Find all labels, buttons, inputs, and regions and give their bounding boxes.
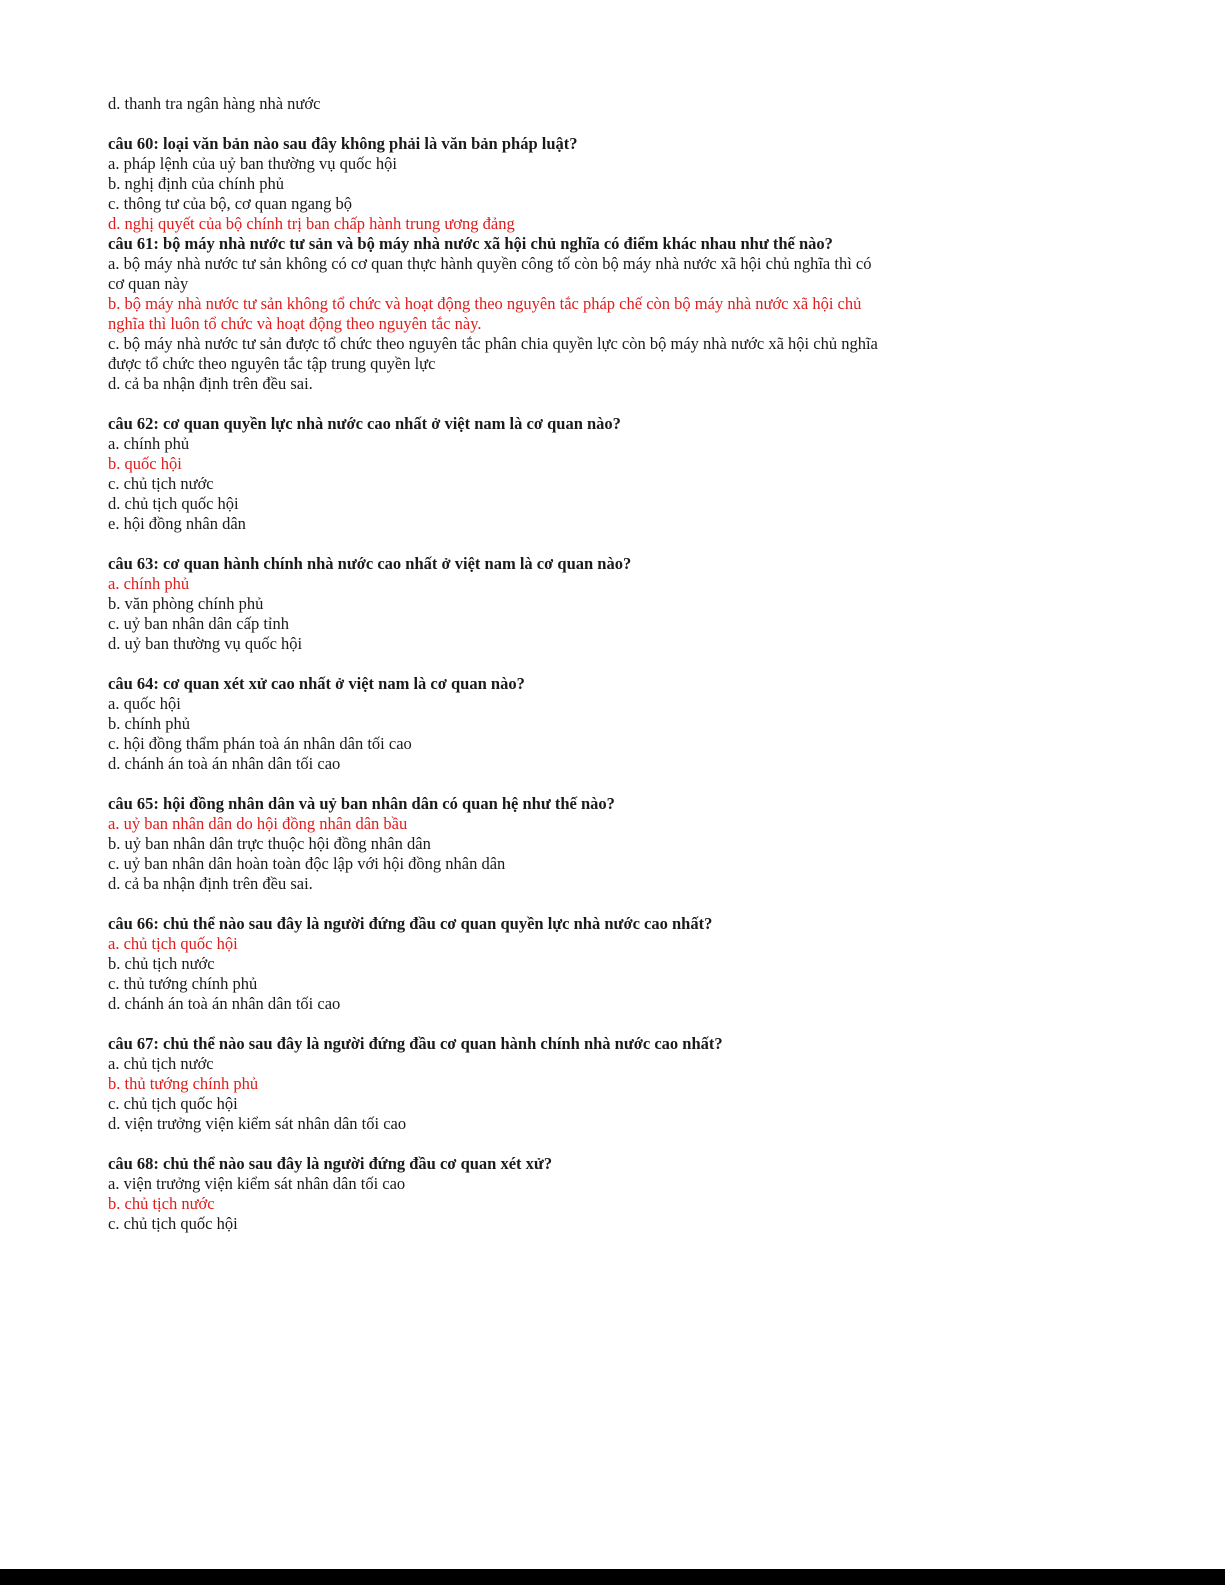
- answer-option: a. pháp lệnh của uỷ ban thường vụ quốc hội: [108, 154, 397, 173]
- answer-option: b. văn phòng chính phủ: [108, 594, 264, 613]
- answer-option: b. nghị định của chính phủ: [108, 174, 284, 193]
- answer-option: d. chủ tịch quốc hội: [108, 494, 239, 513]
- answer-option: c. chủ tịch quốc hội: [108, 1214, 238, 1233]
- answer-option: a. bộ máy nhà nước tư sản không có cơ quan thực hành quyền công tố còn bộ máy nhà nước xã hội chủ nghĩa thì có cơ quan này: [108, 254, 872, 293]
- answer-option: d. uỷ ban thường vụ quốc hội: [108, 634, 303, 653]
- correct-answer-option: b. bộ máy nhà nước tư sản không tổ chức và hoạt động theo nguyên tắc pháp chế còn bộ máy nhà nước xã hội chủ nghĩa thì luôn tổ chức và hoạt động theo nguyên tắc này.: [108, 294, 862, 333]
- answer-option: c. chủ tịch nước: [108, 474, 214, 493]
- correct-answer-option: a. uỷ ban nhân dân do hội đồng nhân dân bầu: [108, 814, 408, 833]
- answer-option: c. uỷ ban nhân dân cấp tỉnh: [108, 614, 289, 633]
- question-title: câu 61: bộ máy nhà nước tư sản và bộ máy nhà nước xã hội chủ nghĩa có điểm khác nhau như thế nào?: [108, 234, 833, 253]
- answer-option: c. thông tư của bộ, cơ quan ngang bộ: [108, 194, 353, 213]
- correct-answer-option: b. quốc hội: [108, 454, 182, 473]
- answer-option: c. bộ máy nhà nước tư sản được tổ chức theo nguyên tắc phân chia quyền lực còn bộ máy nhà nước xã hội chủ nghĩa được tổ chức theo nguyên tắc tập trung quyền lực: [108, 334, 878, 373]
- document-page: [108, 94, 888, 1254]
- question-block: [108, 914, 888, 1014]
- answer-option: e. hội đồng nhân dân: [108, 514, 246, 533]
- correct-answer-option: b. thủ tướng chính phủ: [108, 1074, 259, 1093]
- question-block: [108, 234, 888, 394]
- answer-option: b. chủ tịch nước: [108, 954, 215, 973]
- answer-option: b. uỷ ban nhân dân trực thuộc hội đồng nhân dân: [108, 834, 431, 853]
- question-block: [108, 1034, 888, 1134]
- question-block: [108, 134, 888, 234]
- question-title: câu 68: chủ thể nào sau đây là người đứng đầu cơ quan xét xử?: [108, 1154, 553, 1173]
- question-title: câu 64: cơ quan xét xử cao nhất ở việt nam là cơ quan nào?: [108, 674, 525, 693]
- question-block: [108, 554, 888, 654]
- correct-answer-option: a. chủ tịch quốc hội: [108, 934, 238, 953]
- answer-option: c. thủ tướng chính phủ: [108, 974, 258, 993]
- page-bottom-bar: [0, 1569, 1225, 1585]
- answer-option: c. uỷ ban nhân dân hoàn toàn độc lập với hội đồng nhân dân: [108, 854, 506, 873]
- answer-option: d. chánh án toà án nhân dân tối cao: [108, 754, 341, 773]
- answer-option: a. chính phủ: [108, 434, 190, 453]
- answer-option: d. cả ba nhận định trên đều sai.: [108, 874, 313, 893]
- answer-option: d. viện trưởng viện kiểm sát nhân dân tối cao: [108, 1114, 407, 1133]
- answer-option: b. chính phủ: [108, 714, 191, 733]
- intro-line: d. thanh tra ngân hàng nhà nước: [108, 94, 321, 113]
- question-title: câu 66: chủ thể nào sau đây là người đứng đầu cơ quan quyền lực nhà nước cao nhất?: [108, 914, 713, 933]
- answer-option: d. chánh án toà án nhân dân tối cao: [108, 994, 341, 1013]
- correct-answer-option: b. chủ tịch nước: [108, 1194, 215, 1213]
- answer-option: c. chủ tịch quốc hội: [108, 1094, 238, 1113]
- question-block: [108, 1154, 888, 1234]
- correct-answer-option: d. nghị quyết của bộ chính trị ban chấp hành trung ương đảng: [108, 214, 515, 233]
- question-list: [108, 134, 888, 1234]
- answer-option: a. viện trưởng viện kiểm sát nhân dân tối cao: [108, 1174, 406, 1193]
- question-title: câu 62: cơ quan quyền lực nhà nước cao nhất ở việt nam là cơ quan nào?: [108, 414, 621, 433]
- question-title: câu 67: chủ thể nào sau đây là người đứng đầu cơ quan hành chính nhà nước cao nhất?: [108, 1034, 723, 1053]
- answer-option: a. quốc hội: [108, 694, 181, 713]
- answer-option: d. cả ba nhận định trên đều sai.: [108, 374, 313, 393]
- correct-answer-option: a. chính phủ: [108, 574, 190, 593]
- question-block: [108, 674, 888, 774]
- question-block: [108, 414, 888, 534]
- question-title: câu 63: cơ quan hành chính nhà nước cao nhất ở việt nam là cơ quan nào?: [108, 554, 632, 573]
- answer-option: a. chủ tịch nước: [108, 1054, 214, 1073]
- answer-option: c. hội đồng thẩm phán toà án nhân dân tối cao: [108, 734, 412, 753]
- question-block: [108, 794, 888, 894]
- question-title: câu 65: hội đồng nhân dân và uỷ ban nhân dân có quan hệ như thế nào?: [108, 794, 615, 813]
- question-title: câu 60: loại văn bản nào sau đây không phải là văn bản pháp luật?: [108, 134, 578, 153]
